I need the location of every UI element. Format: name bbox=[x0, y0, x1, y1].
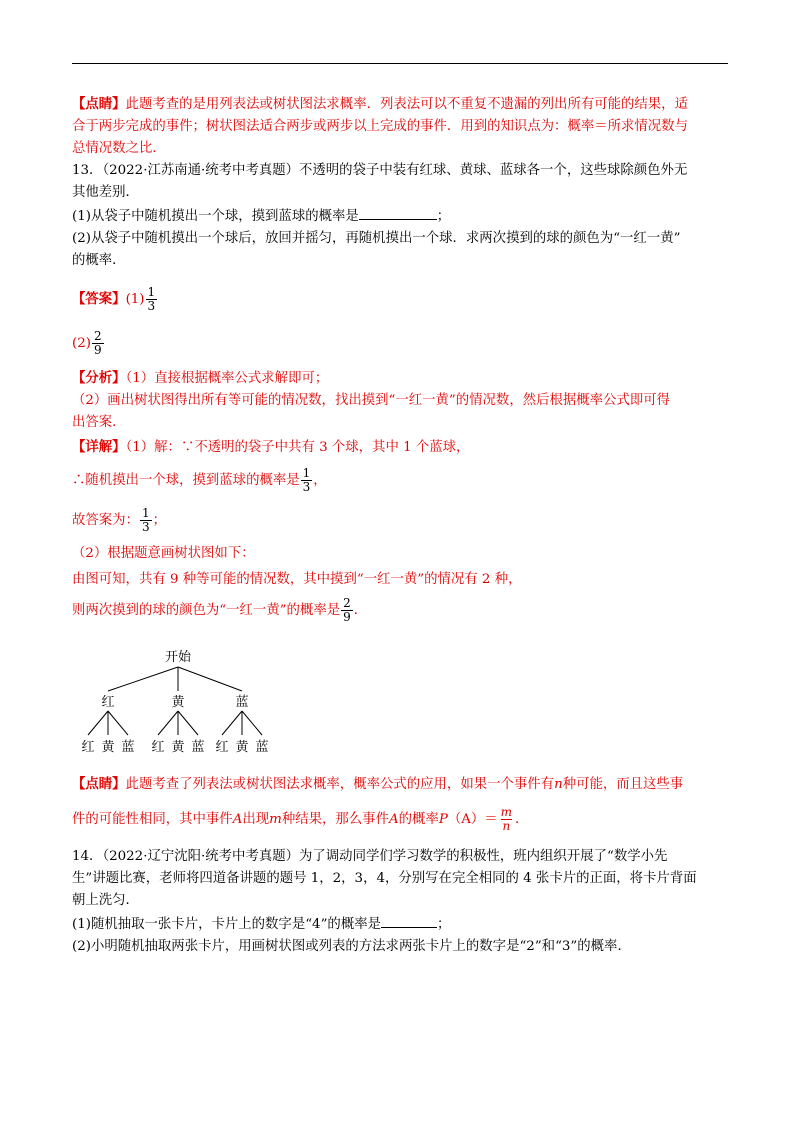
numerator: 2 bbox=[343, 596, 351, 610]
header-rule bbox=[72, 63, 728, 64]
probability-tree-diagram bbox=[78, 647, 278, 757]
question-text: 13．（2022·江苏南通·统考中考真题）不透明的袋子中装有红球、黄球、蓝球各一个，这些球除颜色外无 bbox=[72, 163, 688, 178]
analysis-text: （2）画出树状图得出所有等可能的情况数，找出摸到“一红一黄”的情况数，然后根据概率公式即可得 bbox=[72, 393, 671, 408]
tree-node-level2: 黄 bbox=[235, 740, 249, 755]
fraction bbox=[301, 467, 313, 494]
analysis-text: （1）直接根据概率公式求解即可； bbox=[125, 371, 329, 386]
question-text: 其他差别． bbox=[72, 185, 139, 200]
question-14 bbox=[72, 846, 728, 958]
tree-branch bbox=[242, 711, 262, 735]
note-text: 种结果，那么事件 bbox=[281, 812, 389, 827]
numerator: 1 bbox=[302, 466, 311, 480]
answer-tag: 【答案】 bbox=[72, 291, 126, 307]
answer-blank bbox=[381, 912, 437, 928]
note-tag: 【点睛】 bbox=[72, 776, 126, 792]
tree-node-level2: 蓝 bbox=[255, 740, 269, 755]
note-text: 的概率 bbox=[398, 812, 439, 827]
note-text: 出现 bbox=[242, 812, 270, 827]
tree-branch bbox=[88, 711, 108, 735]
note-text: （A） bbox=[447, 812, 485, 827]
tree-node-level1: 红 bbox=[101, 695, 115, 710]
tree-branch bbox=[108, 667, 178, 691]
tree-node-level1: 蓝 bbox=[235, 695, 249, 710]
page-content bbox=[72, 93, 728, 958]
tree-node-level2: 红 bbox=[81, 740, 95, 755]
tree-node-level2: 蓝 bbox=[191, 740, 205, 755]
note-text: 此题考查的是用列表法或树状图法求概率．列表法可以不重复不遗漏的列出所有可能的结果，适 bbox=[125, 97, 688, 112]
math-variable: n bbox=[554, 777, 563, 792]
numerator: m bbox=[500, 805, 513, 819]
denominator: n bbox=[502, 819, 511, 833]
tree-branch bbox=[178, 667, 242, 691]
math-variable: P bbox=[438, 812, 448, 827]
question-text: 的概率． bbox=[72, 253, 126, 268]
analysis-block bbox=[72, 367, 728, 434]
math-variable: A bbox=[232, 812, 243, 827]
punctuation: ． bbox=[515, 812, 529, 827]
punctuation: ； bbox=[436, 209, 451, 224]
denominator: 3 bbox=[141, 520, 150, 534]
detail-tag: 【详解】 bbox=[72, 439, 126, 455]
analysis-text: 出答案． bbox=[72, 415, 126, 430]
detail-text: （1）解：∵不透明的袋子中共有 3 个球，其中 1 个蓝球， bbox=[125, 440, 470, 455]
punctuation: ． bbox=[353, 603, 368, 618]
denominator: 9 bbox=[93, 343, 102, 357]
denominator: 9 bbox=[343, 610, 351, 624]
question-13 bbox=[72, 160, 728, 272]
tree-node-level2: 黄 bbox=[101, 740, 115, 755]
note-text: 合于两步完成的事件；树状图法适合两步或两步以上完成的事件．用到的知识点为：概率＝所求情况数与 bbox=[72, 119, 688, 134]
note-tag: 【点睛】 bbox=[72, 96, 126, 112]
note-block-2 bbox=[72, 769, 728, 840]
tree-branch bbox=[178, 711, 198, 735]
numerator: 1 bbox=[147, 285, 156, 299]
tree-branch bbox=[222, 711, 242, 735]
fraction bbox=[146, 286, 158, 313]
answer-label: (1) bbox=[125, 292, 145, 307]
detail-text: 由图可知，共有 9 种等可能的情况数，其中摸到“一红一黄”的情况有 2 种， bbox=[72, 572, 522, 587]
note-block-1 bbox=[72, 93, 728, 160]
tree-node-level2: 黄 bbox=[171, 740, 185, 755]
fraction bbox=[499, 806, 514, 833]
answer-block bbox=[72, 282, 728, 361]
detail-text: 则两次摸到的球的颜色为“一红一黄”的概率是 bbox=[72, 603, 341, 618]
punctuation: ； bbox=[437, 917, 451, 932]
detail-text: （2）根据题意画树状图如下： bbox=[72, 546, 255, 561]
punctuation: ； bbox=[152, 513, 166, 528]
numerator: 2 bbox=[93, 329, 102, 343]
fraction bbox=[92, 330, 104, 357]
note-text: 此题考查了列表法或树状图法求概率，概率公式的应用，如果一个事件有 bbox=[125, 777, 555, 792]
tree-node-level2: 红 bbox=[151, 740, 165, 755]
math-variable: A bbox=[388, 812, 399, 827]
fraction bbox=[140, 507, 152, 534]
answer-blank bbox=[359, 204, 437, 220]
detail-block bbox=[72, 434, 728, 629]
denominator: 3 bbox=[147, 299, 156, 313]
note-text: 种可能，而且这些事 bbox=[562, 777, 684, 792]
question-text: 14．（2022·辽宁沈阳·统考中考真题）为了调动同学们学习数学的积极性，班内组织开展了“数学小先 bbox=[72, 849, 668, 864]
tree-node-level1: 黄 bbox=[171, 695, 185, 710]
denominator: 3 bbox=[302, 480, 311, 494]
answer-label: (2) bbox=[72, 336, 91, 351]
note-text: 件的可能性相同，其中事件 bbox=[72, 812, 233, 827]
tree-node-level2: 红 bbox=[215, 740, 229, 755]
question-text: 生”讲题比赛，老师将四道备讲题的题号 1，2，3，4，分别写在完全相同的 4 张卡片的正面，将卡片背面 bbox=[72, 871, 697, 886]
question-part-2: (2)从袋子中随机摸出一个球后，放回并摇匀，再随机摸出一个球．求两次摸到的球的颜色为“一红一黄” bbox=[72, 231, 681, 246]
fraction bbox=[341, 597, 353, 624]
question-text: 朝上洗匀． bbox=[72, 893, 139, 908]
analysis-tag: 【分析】 bbox=[72, 370, 126, 386]
detail-text: 故答案为： bbox=[72, 513, 139, 528]
math-variable: m bbox=[269, 812, 282, 827]
tree-node-level2: 蓝 bbox=[121, 740, 135, 755]
question-part-1: (1)随机抽取一张卡片，卡片上的数字是“4”的概率是 bbox=[72, 917, 381, 932]
tree-branch bbox=[108, 711, 128, 735]
question-part-1: (1)从袋子中随机摸出一个球，摸到蓝球的概率是 bbox=[72, 209, 359, 224]
punctuation: ， bbox=[313, 473, 327, 488]
note-text: ＝ bbox=[484, 812, 498, 827]
detail-text: ∴随机摸出一个球，摸到蓝球的概率是 bbox=[72, 473, 300, 488]
question-part-2: (2)小明随机抽取两张卡片，用画树状图或列表的方法求两张卡片上的数字是“2”和“3”的概率． bbox=[72, 939, 631, 954]
tree-branch bbox=[158, 711, 178, 735]
tree-root-label: 开始 bbox=[164, 650, 192, 665]
numerator: 1 bbox=[141, 506, 150, 520]
note-text: 总情况数之比． bbox=[72, 141, 166, 156]
